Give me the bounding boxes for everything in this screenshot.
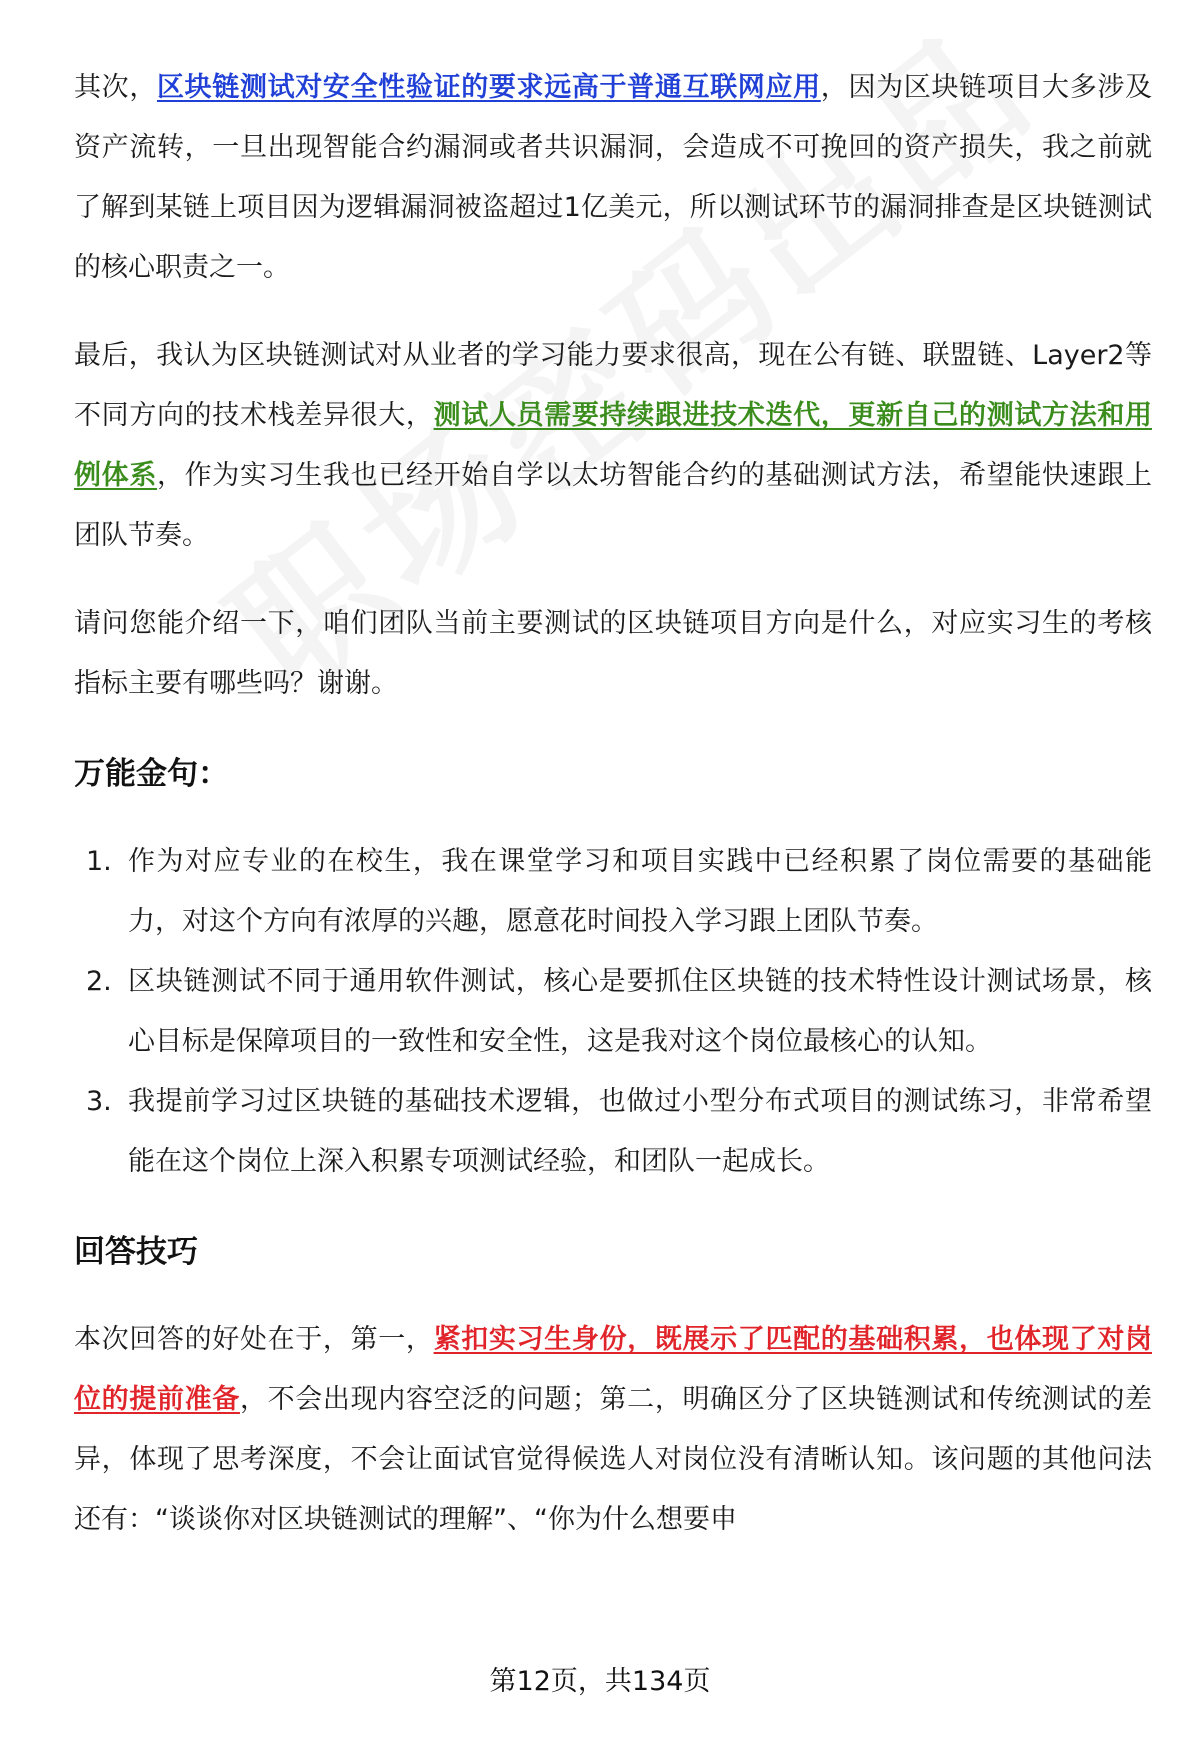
highlight-tips: 紧扣实习生身份，既展示了匹配的基础积累，也体现了对岗位的提前准备 xyxy=(74,1324,1153,1415)
paragraph-tips xyxy=(74,1310,1152,1550)
list-item xyxy=(74,952,1152,1072)
paragraph-tips-rest: ，不会出现内容空泛的问题；第二，明确区分了区块链测试和传统测试的差异，体现了思考深度，不会让面试官觉得候选人对岗位没有清晰认知。该问题的其他问法还有：“谈谈你对区块链测试的理解”、“你为什么想要申 xyxy=(74,1384,1153,1535)
list-item-number: 3. xyxy=(86,1086,112,1117)
paragraph-security-rest: ，因为区块链项目大多涉及资产流转，一旦出现智能合约漏洞或者共识漏洞，会造成不可挽回的资产损失，我之前就了解到某链上项目因为逻辑漏洞被盗超过1亿美元，所以测试环节的漏洞排查是区块链测试的核心职责之一。 xyxy=(74,72,1153,283)
page-content xyxy=(74,58,1152,1578)
golden-list xyxy=(74,832,1152,1192)
page-footer xyxy=(0,1662,1200,1702)
list-item-text: 我提前学习过区块链的基础技术逻辑，也做过小型分布式项目的测试练习，非常希望能在这个岗位上深入积累专项测试经验，和团队一起成长。 xyxy=(128,1086,1152,1177)
highlight-learning: 测试人员需要持续跟进技术迭代，更新自己的测试方法和用例体系 xyxy=(74,400,1153,491)
paragraph-security xyxy=(74,58,1152,298)
paragraph-learning-lead: 最后，我认为区块链测试对从业者的学习能力要求很高，现在公有链、联盟链、Layer2等不同方向的技术栈差异很大， xyxy=(74,340,1152,431)
list-item-number: 2. xyxy=(86,966,112,997)
list-item xyxy=(74,1072,1152,1192)
paragraph-tips-lead: 本次回答的好处在于，第一， xyxy=(74,1324,434,1355)
section-title-tips: 回答技巧 xyxy=(74,1234,198,1270)
section-title-golden: 万能金句： xyxy=(74,756,229,792)
paragraph-security-lead: 其次， xyxy=(74,72,157,103)
paragraph-learning xyxy=(74,326,1152,566)
paragraph-learning-rest: ，作为实习生我也已经开始自学以太坊智能合约的基础测试方法，希望能快速跟上团队节奏。 xyxy=(74,460,1153,551)
list-item-number: 1. xyxy=(86,846,112,877)
list-item-text: 区块链测试不同于通用软件测试，核心是要抓住区块链的技术特性设计测试场景，核心目标是保障项目的一致性和安全性，这是我对这个岗位最核心的认知。 xyxy=(128,966,1152,1057)
paragraph-question: 请问您能介绍一下，咱们团队当前主要测试的区块链项目方向是什么，对应实习生的考核指标主要有哪些吗？谢谢。 xyxy=(74,608,1152,699)
list-item-text: 作为对应专业的在校生，我在课堂学习和项目实践中已经积累了岗位需要的基础能力，对这个方向有浓厚的兴趣，愿意花时间投入学习跟上团队节奏。 xyxy=(128,846,1152,937)
highlight-security: 区块链测试对安全性验证的要求远高于普通互联网应用 xyxy=(156,72,821,103)
list-item xyxy=(74,832,1152,952)
page-number: 第12页，共134页 xyxy=(489,1666,711,1697)
